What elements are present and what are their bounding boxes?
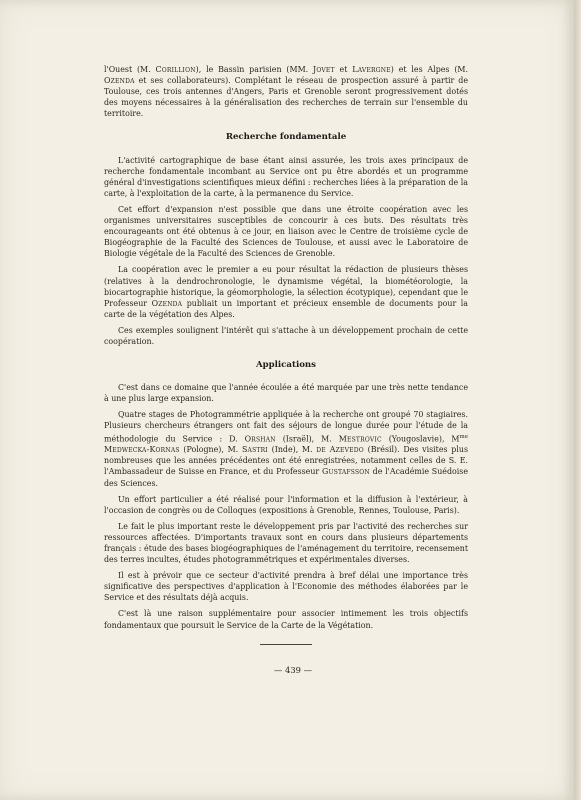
- author-name: Medwecka-Kornas: [104, 445, 180, 455]
- page-edge: [574, 0, 581, 800]
- author-name: Mestrovic: [338, 434, 382, 444]
- author-name: de Azevedo: [316, 445, 364, 455]
- author-name: Ozenda: [151, 298, 183, 308]
- paragraph: Un effort particulier a été réalisé pour l'information et la diffusion à l'extérieur, à l'occasion de congrès ou de Colloques (expositions à Grenoble, Rennes, Toulouse, Paris).: [104, 494, 468, 515]
- paragraph: Le fait le plus important reste le développement pris par l'activité des recherches sur ressources affectées. D'importants travaux sont en cours dans plusieurs départements français : étude des bases biogéographiques de l'aménagement du territoire, recensement des terres incultes, études photogrammétriques et expérimentales diverses.: [104, 521, 468, 565]
- paragraph: L'activité cartographique de base étant ainsi assurée, les trois axes principaux de recherche fondamentale incombant au Service ont pu être abordés et un programme général d'investigations scientifiques mieux défini : recherches liées à la préparation de la carte, à l'exploitation de la carte, à la permanence du Service.: [104, 155, 468, 198]
- author-name: Jovet: [313, 65, 335, 74]
- page-number: — 439 —: [273, 664, 313, 675]
- author-name: Lavergne: [352, 65, 391, 74]
- paragraph: C'est là une raison supplémentaire pour associer intimement les trois objectifs fondamentaux que poursuit le Service de la Carte de la Végétation.: [104, 609, 468, 630]
- paragraph: Ces exemples soulignent l'intérêt qui s'attache à un développement prochain de cette coopération.: [104, 325, 468, 346]
- author-name: Corillion: [155, 65, 196, 74]
- closing-rule: [260, 644, 312, 645]
- paragraph: Quatre stages de Photogrammétrie appliquée à la recherche ont groupé 70 stagiaires. Plusieurs chercheurs étrangers ont fait des séjours de longue durée pour l'étude de la méthodologie du Service : D. Orshan (Israël), M. Mestrovic (Yougoslavie), $M^{me}$ Medwecka-Kornas (Pologne), M. Sastri (Inde), M. de Azevedo (Brésil). Des visites plus nombreuses que les années précédentes ont été enregistrées, notamment celles de S. E. l'Ambassadeur de Suisse en France, et du Professeur Gustafsson de l'Académie Suédoise des Sciences.: [104, 410, 469, 488]
- author-name: Orshan: [244, 434, 276, 444]
- author-name: Ozenda: [104, 76, 135, 86]
- author-name: Sastri: [241, 445, 268, 455]
- paragraph: La coopération avec le premier a eu pour résultat la rédaction de plusieurs thèses (relatives à la dendrochronologie, le dynamisme végétal, la biométéorologie, la biocartographie historique, la géomorphologie, la sélection écotypique), cependant que le Professeur Ozenda publiait un important et précieux ensemble de documents pour la carte de la végétation des Alpes.: [104, 265, 468, 319]
- page-content: [104, 64, 468, 681]
- intro-paragraph: l'Ouest (M. Corillion), le Bassin parisien (MM. Jovet et Lavergne) et les Alpes (M. Ozenda et ses collaborateurs). Complétant le réseau de prospection assuré à partir de Toulouse, ces trois antennes d'Angers, Paris et Grenoble seront progressivement dotés des moyens nécessaires à la généralisation des recherches de terrain sur l'ensemble du territoire.: [104, 65, 468, 119]
- section-heading-recherche: Recherche fondamentale: [225, 132, 347, 143]
- paragraph: C'est dans ce domaine que l'année écoulée a été marquée par une très nette tendance à une plus large expansion.: [104, 383, 468, 404]
- paragraph: Cet effort d'expansion n'est possible que dans une étroite coopération avec les organismes universitaires susceptibles de concourir à ces buts. Des résultats très encourageants ont été obtenus à ce jour, en liaison avec le Centre de troisième cycle de Biogéographie de la Faculté des Sciences de Toulouse, et aussi avec le Laboratoire de Biologie végétale de la Faculté des Sciences de Grenoble.: [104, 204, 468, 259]
- author-name: Gustafsson: [321, 467, 370, 477]
- section-heading-applications: Applications: [255, 360, 317, 371]
- paragraph: Il est à prévoir que ce secteur d'activité prendra à bref délai une importance très significative des perspectives d'application à l'Economie des méthodes élaborées par le Service et des résultats déjà acquis.: [104, 571, 468, 603]
